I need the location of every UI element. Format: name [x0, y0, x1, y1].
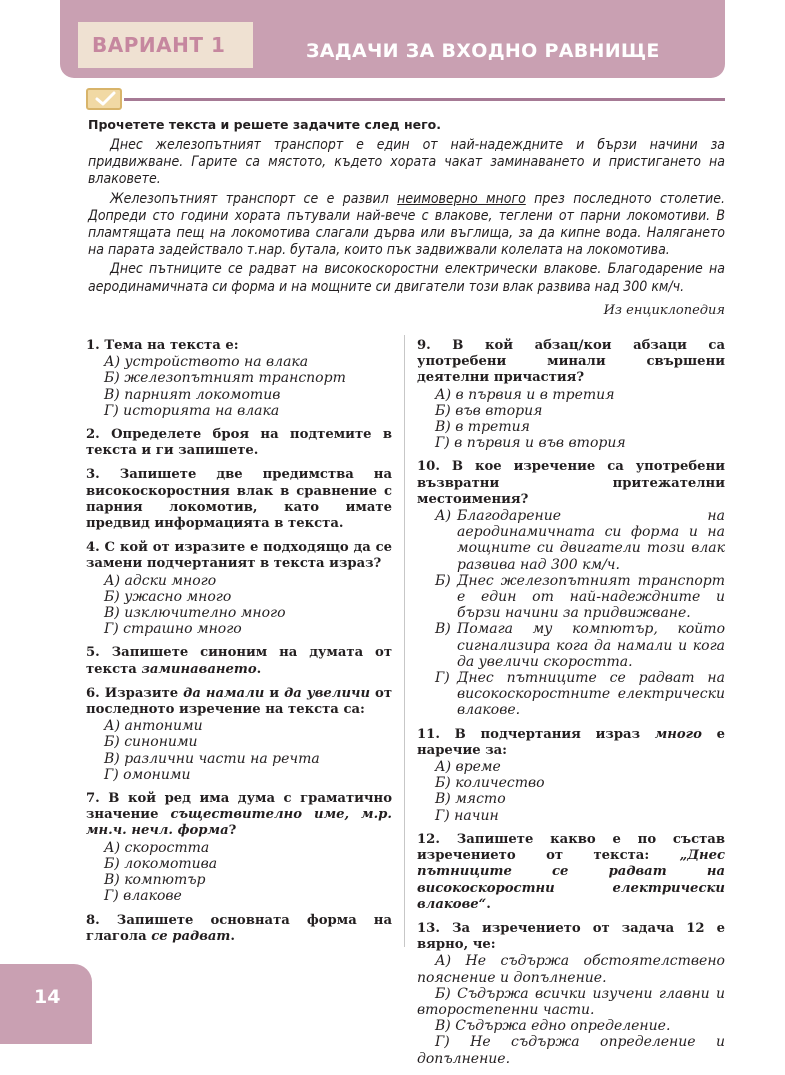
italic-term: много [654, 726, 702, 742]
question-4 [86, 540, 392, 637]
answer-option[interactable]: А) Не съдържа обстоятелствено пояснение и допълнение. [417, 953, 725, 986]
question-3 [86, 467, 392, 532]
italic-term: „Днес пътниците се радват на високоскоростни електрически влакове“ [417, 848, 725, 912]
italic-term: заминаването [141, 661, 257, 677]
answer-option[interactable]: Г) в първия и във втория [435, 435, 626, 452]
title-text: и [264, 685, 285, 701]
answer-option[interactable]: Г) Не съдържа определение и допълнение. [417, 1034, 725, 1067]
underlined-phrase: неимоверно много [397, 190, 526, 207]
passage-paragraph-2 [88, 191, 725, 260]
title-text: . [230, 928, 235, 944]
title-text: 6. Изразите [86, 685, 184, 701]
instruction: Прочетете текста и решете задачите след него. [88, 117, 441, 132]
answer-option[interactable]: Г) историята на влака [104, 402, 280, 419]
answer-option[interactable]: А) в първия и в третия [435, 386, 615, 403]
title-text: . [486, 896, 491, 912]
title-text: . [256, 661, 262, 677]
answer-option[interactable] [417, 670, 725, 719]
passage-source: Из енциклопедия [603, 303, 725, 318]
answer-option[interactable] [417, 621, 725, 670]
option-letter: В) [435, 621, 451, 638]
answer-option[interactable] [417, 508, 725, 573]
question-8 [86, 913, 392, 945]
question-title: 1. Тема на текста е: [86, 338, 239, 353]
title-text: 8. Запишете основната форма на глагола [86, 912, 392, 944]
answer-option[interactable]: В) място [435, 791, 506, 808]
title-text: 11. В подчертания израз [417, 726, 655, 742]
answer-option[interactable]: Б) синоними [104, 734, 198, 751]
check-badge [86, 88, 122, 110]
checkmark-icon [92, 90, 118, 108]
answer-option[interactable]: В) в третия [435, 419, 530, 436]
question-2 [86, 427, 392, 459]
question-title: 13. За изречението от задача 12 е вярно, че: [417, 920, 725, 953]
title-text: 5. Запишете синоним на думата от текста [86, 645, 392, 677]
answer-option[interactable]: Г) страшно много [104, 621, 242, 638]
option-text: Благодарение на аеродинамичната си форма и на мощните си двигатели този влак развива над 300 км/ч. [457, 508, 725, 573]
question-1 [86, 338, 392, 419]
title-text: е наречие за: [417, 726, 725, 758]
answer-option[interactable]: А) устройството на влака [104, 354, 309, 371]
questions-right-column [417, 338, 725, 1075]
passage-text: Железопътният транспорт се е развил [110, 190, 398, 207]
question-title [86, 686, 392, 718]
questions-left-column [86, 338, 392, 953]
italic-term: да намали [183, 685, 265, 701]
answer-option[interactable]: В) парният локомотив [104, 386, 281, 403]
section-title: ЗАДАЧИ ЗА ВХОДНО РАВНИЩЕ [306, 40, 660, 62]
answer-option[interactable]: Б) във втория [435, 402, 543, 419]
answer-option[interactable]: Г) начин [435, 807, 499, 824]
question-13 [417, 921, 725, 1067]
italic-term: се радват [151, 928, 231, 944]
option-letter: Б) [435, 572, 451, 589]
question-5 [86, 645, 392, 677]
passage-paragraph-3: Днес пътниците се радват на високоскоростни електрически влакове. Благодарение на аеродинамичната си форма и на мощните си двигатели този влак развива над 300 км/ч. [88, 261, 725, 295]
answer-option[interactable]: Г) омоними [104, 766, 191, 783]
question-title [86, 645, 392, 677]
column-divider [404, 335, 405, 947]
answer-option[interactable]: А) антоними [104, 718, 203, 735]
title-text: 7. В кой ред има дума с граматично значение [86, 791, 392, 823]
question-6 [86, 686, 392, 783]
question-title: 9. В кой абзац/кои абзаци са употребени минали свършени деятелни причастия? [417, 338, 725, 386]
question-title [417, 832, 725, 913]
answer-option[interactable]: Б) количество [435, 775, 545, 792]
question-title: 2. Определете броя на подтемите в текста и ги запишете. [86, 427, 392, 459]
question-12 [417, 832, 725, 913]
answer-option[interactable]: В) Съдържа едно определение. [435, 1018, 671, 1035]
question-title: 3. Запишете две предимства на високоскоростния влак в сравнение с парния локомотив, като имате предвид информацията в текста. [86, 467, 392, 532]
answer-option[interactable]: Б) железопътният транспорт [104, 370, 346, 387]
title-text: ? [228, 823, 237, 839]
option-text: Днес железопътният транспорт е един от най-надеждните и бързи начини за придвижване. [457, 572, 725, 622]
italic-term: съществително име, м.р. мн.ч. нечл. форма [86, 807, 392, 839]
variant-label: ВАРИАНТ 1 [78, 22, 253, 68]
answer-option[interactable] [417, 573, 725, 622]
answer-option[interactable]: В) изключително много [104, 605, 286, 622]
question-title [86, 791, 392, 840]
option-text: Днес пътниците се радват на високоскоростните електрически влакове. [457, 670, 725, 719]
answer-option[interactable]: А) скоростта [104, 839, 210, 856]
title-text: от последното изречение на текста са: [86, 685, 393, 718]
answer-option[interactable]: А) време [435, 759, 501, 776]
answer-option[interactable]: Б) локомотива [104, 855, 218, 872]
answer-option[interactable]: Г) влакове [104, 888, 182, 905]
question-title: 4. С кой от изразите е подходящо да се замени подчертаният в текста израз? [86, 540, 392, 572]
section-rule [124, 98, 725, 101]
question-title: 10. В кое изречение са употребени възвратни притежателни местоимения? [417, 459, 725, 507]
question-10 [417, 459, 725, 718]
answer-option[interactable]: В) компютър [104, 872, 206, 889]
question-11 [417, 727, 725, 824]
question-9 [417, 338, 725, 451]
italic-term: да увеличи [284, 685, 371, 701]
page-number: 14 [34, 986, 61, 1008]
answer-option[interactable]: Б) Съдържа всички изучени главни и второстепенни части. [417, 985, 725, 1018]
option-letter: Г) [435, 670, 450, 687]
title-text: 12. Запишете какво е по състав изречението от текста: [417, 831, 725, 864]
question-7 [86, 791, 392, 904]
question-title [86, 913, 392, 945]
answer-option[interactable]: В) различни части на речта [104, 750, 320, 767]
option-text: Помага му компютър, който сигнализира кога да намали и кога да увеличи скоростта. [457, 621, 725, 670]
answer-option[interactable]: А) адски много [104, 572, 217, 589]
answer-option[interactable]: Б) ужасно много [104, 588, 232, 605]
reading-passage [88, 137, 725, 298]
passage-text: през последното столетие. Допреди сто години хората пътували най-вече с влакове, теглени от парни локомотиви. В пламтящата пещ на локомотива слагали дърва или въглища, за да кипне вода. Налягането на парата задействало т.нар. бутала, които пък задвижвали колелата на локомотива. [88, 190, 725, 259]
option-letter: А) [435, 508, 452, 525]
question-title [417, 727, 725, 759]
passage-paragraph-1: Днес железопътният транспорт е един от най-надеждните и бързи начини за придвижване. Гарите са мястото, където хората чакат заминаването и пристигането на влаковете. [88, 137, 725, 188]
